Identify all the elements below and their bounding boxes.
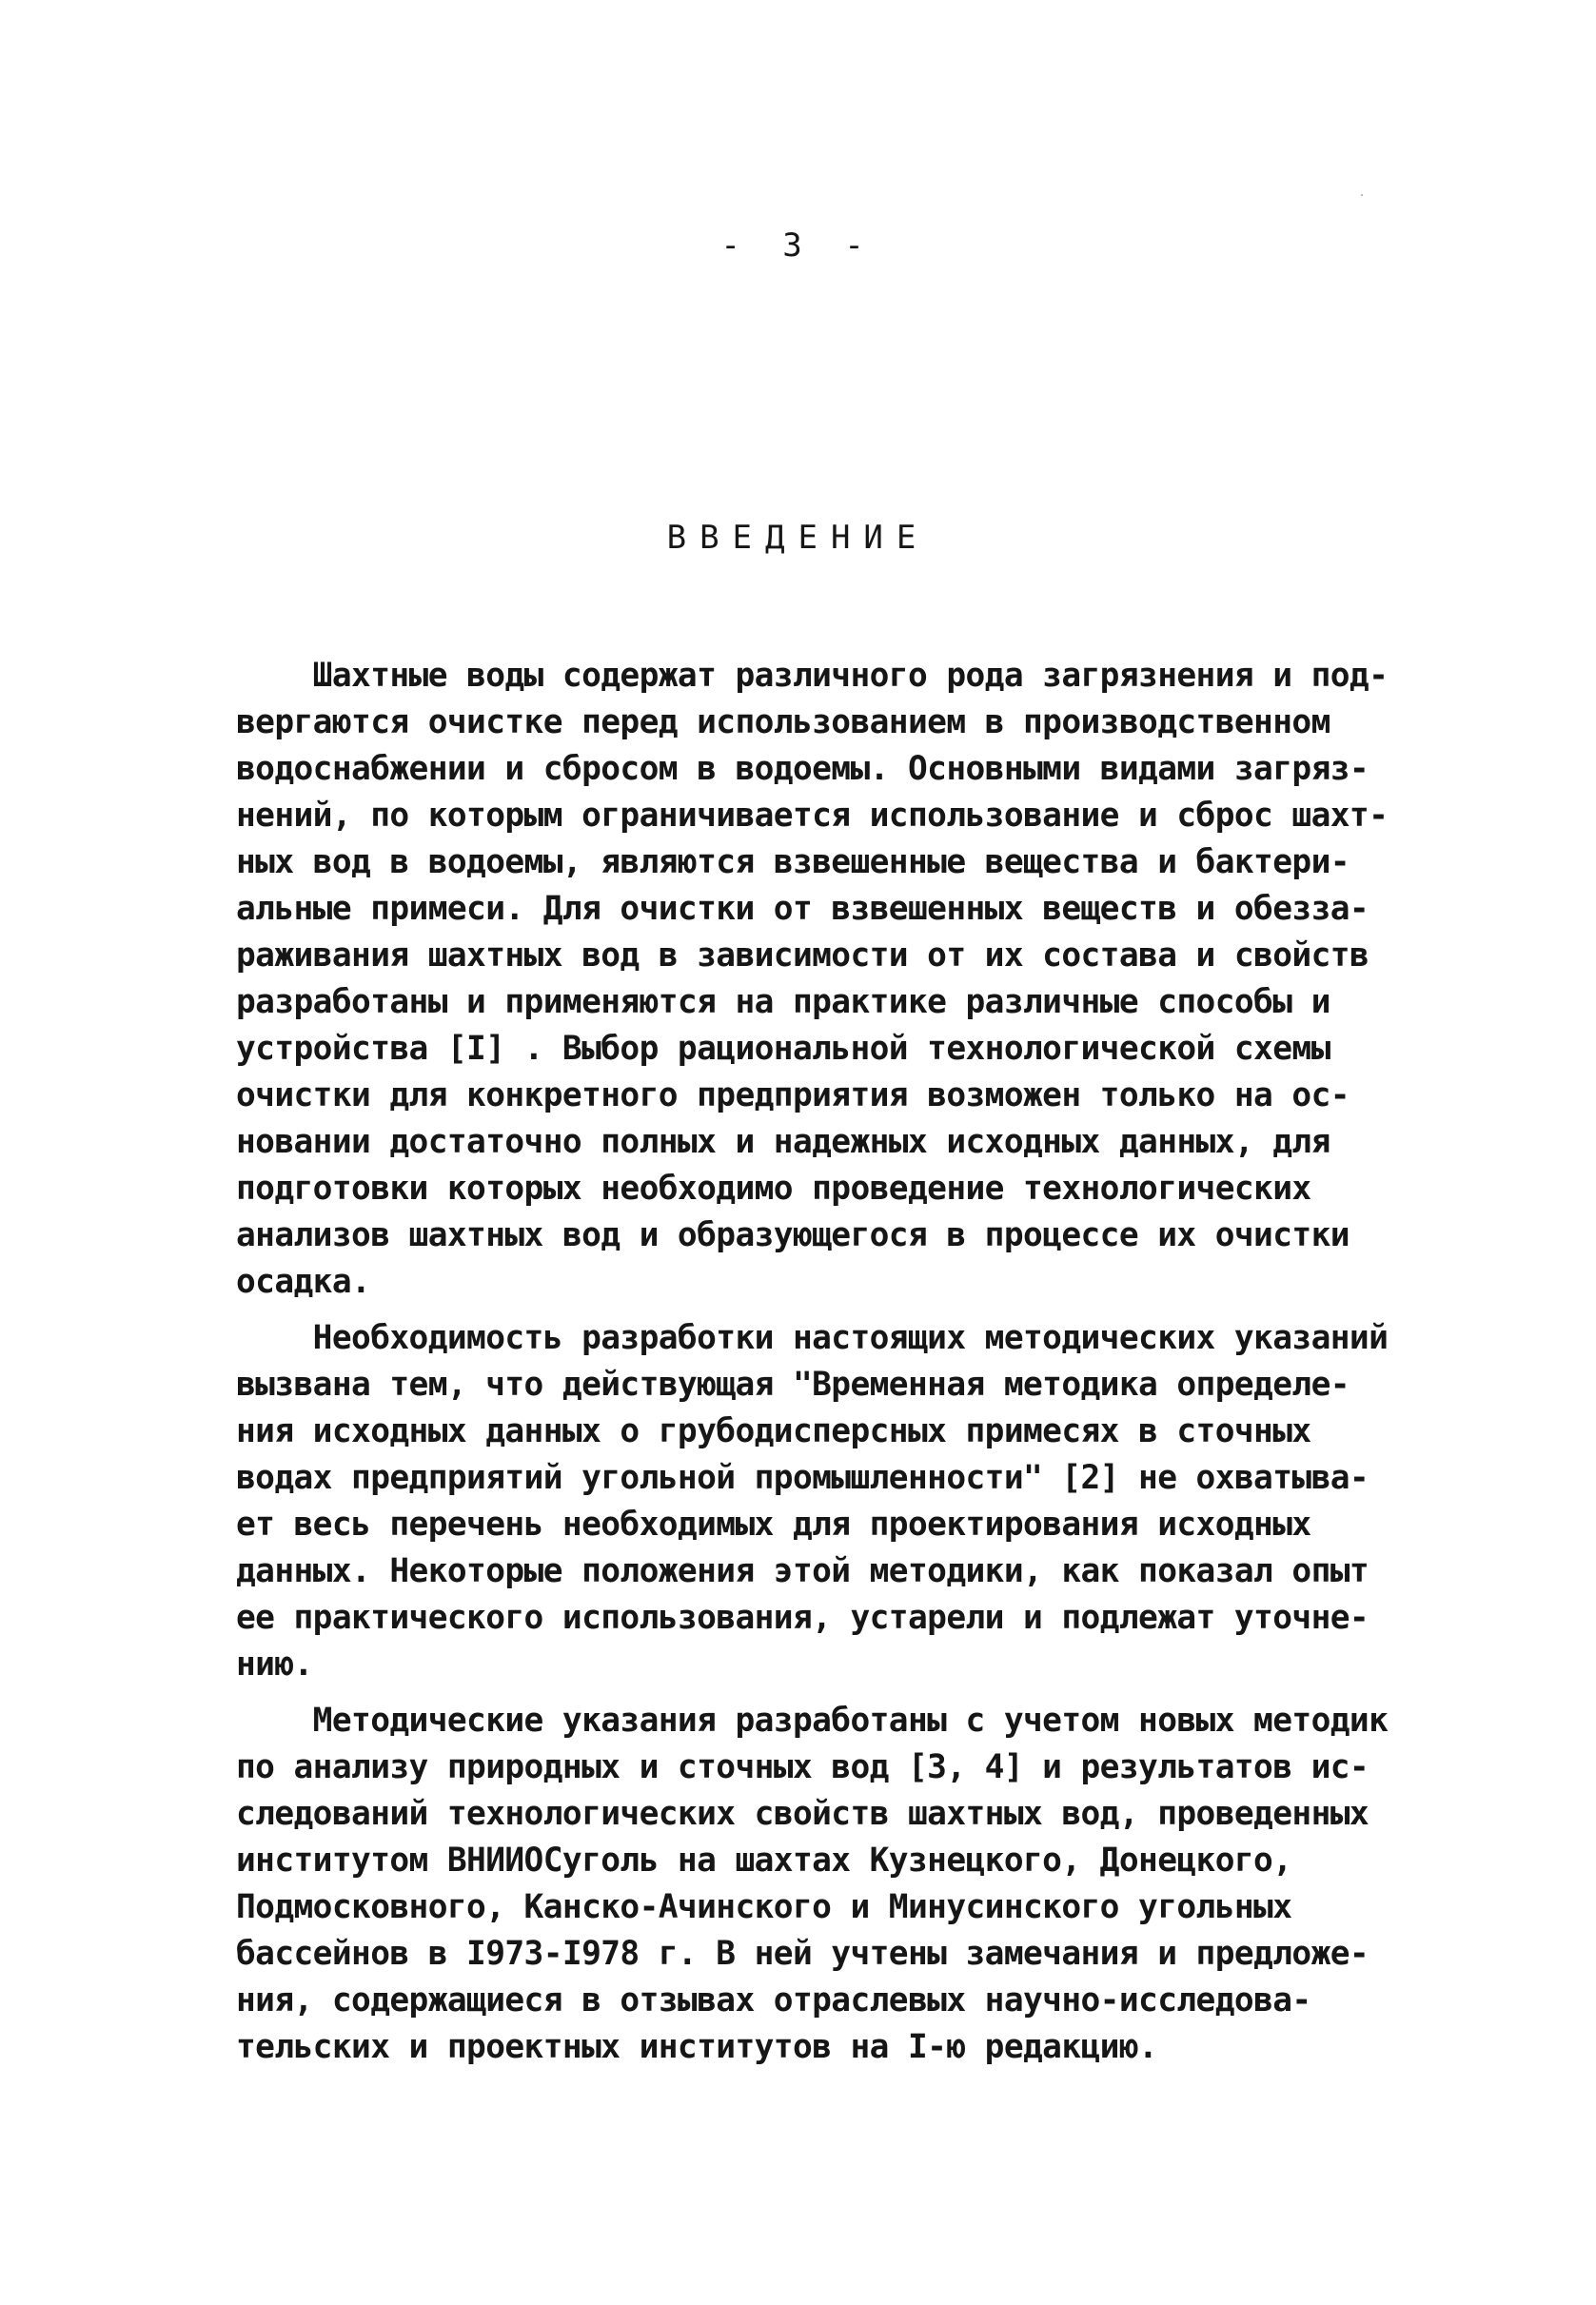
paragraph-gap [236,1306,1388,1315]
text-line: осадка. [236,1263,371,1301]
text-line: Методические указания разработаны с учетом новых методик [236,1702,1389,1740]
text-line: вызвана тем, что действующая "Временная методика определе- [236,1366,1350,1404]
text-line: Шахтные воды содержат различного рода загрязнения и под- [236,657,1389,695]
text-line: ных вод в водоемы, являются взвешенные вещества и бактери- [236,843,1350,881]
text-line: устройства [I] . Выбор рациональной технологической схемы [236,1030,1330,1068]
text-line: данных. Некоторые положения этой методики, как показал опыт [236,1552,1369,1590]
paragraph-1 [236,653,1388,1306]
text-line: водах предприятий угольной промышленности" [2] не охватыва- [236,1459,1369,1497]
paragraph-3 [236,1698,1388,2071]
text-line: разработаны и применяются на практике различные способы и [236,983,1330,1021]
text-line: по анализу природных и сточных вод [3, 4] и результатов ис- [236,1748,1369,1786]
text-line: подготовки которых необходимо проведение технологических [236,1170,1311,1208]
text-line: следований технологических свойств шахтных вод, проведенных [236,1795,1369,1833]
text-line: новании достаточно полных и надежных исходных данных, для [236,1123,1330,1161]
text-line: анализов шахтных вод и образующегося в процессе их очистки [236,1216,1350,1254]
text-line: ния исходных данных о грубодисперсных примесях в сточных [236,1412,1311,1450]
page-number: - 3 - [720,227,876,265]
text-line: институтом ВНИИОСуголь на шахтах Кузнецкого, Донецкого, [236,1842,1292,1880]
text-line: ет весь перечень необходимых для проектирования исходных [236,1506,1311,1544]
text-line: ее практического использования, устарели и подлежат уточне- [236,1599,1369,1637]
text-line: раживания шахтных вод в зависимости от их состава и свойств [236,936,1369,975]
text-line: Подмосковного, Канско-Ачинского и Минусинского угольных [236,1888,1292,1926]
text-line: бассейнов в I973-I978 г. В ней учтены замечания и предложе- [236,1935,1369,1973]
text-line: ния, содержащиеся в отзывах отраслевых научно-исследова- [236,1981,1311,2019]
paragraph-gap [236,1688,1388,1698]
paragraph-2 [236,1315,1388,1688]
text-line: альные примеси. Для очистки от взвешенных веществ и обезза- [236,890,1369,928]
body-text [236,653,1388,2071]
text-line: вергаются очистке перед использованием в производственном [236,703,1330,741]
scan-artifact [1361,194,1363,196]
text-line: тельских и проектных институтов на I-ю редакцию. [236,2028,1158,2066]
text-line: нию. [236,1645,313,1684]
text-line: водоснабжении и сбросом в водоемы. Основными видами загряз- [236,750,1369,788]
section-heading: ВВЕДЕНИЕ [666,519,930,557]
text-line: очистки для конкретного предприятия возможен только на ос- [236,1076,1350,1114]
text-line: нений, по которым ограничивается использование и сброс шахт- [236,797,1389,835]
text-line: Необходимость разработки настоящих методических указаний [236,1319,1389,1357]
